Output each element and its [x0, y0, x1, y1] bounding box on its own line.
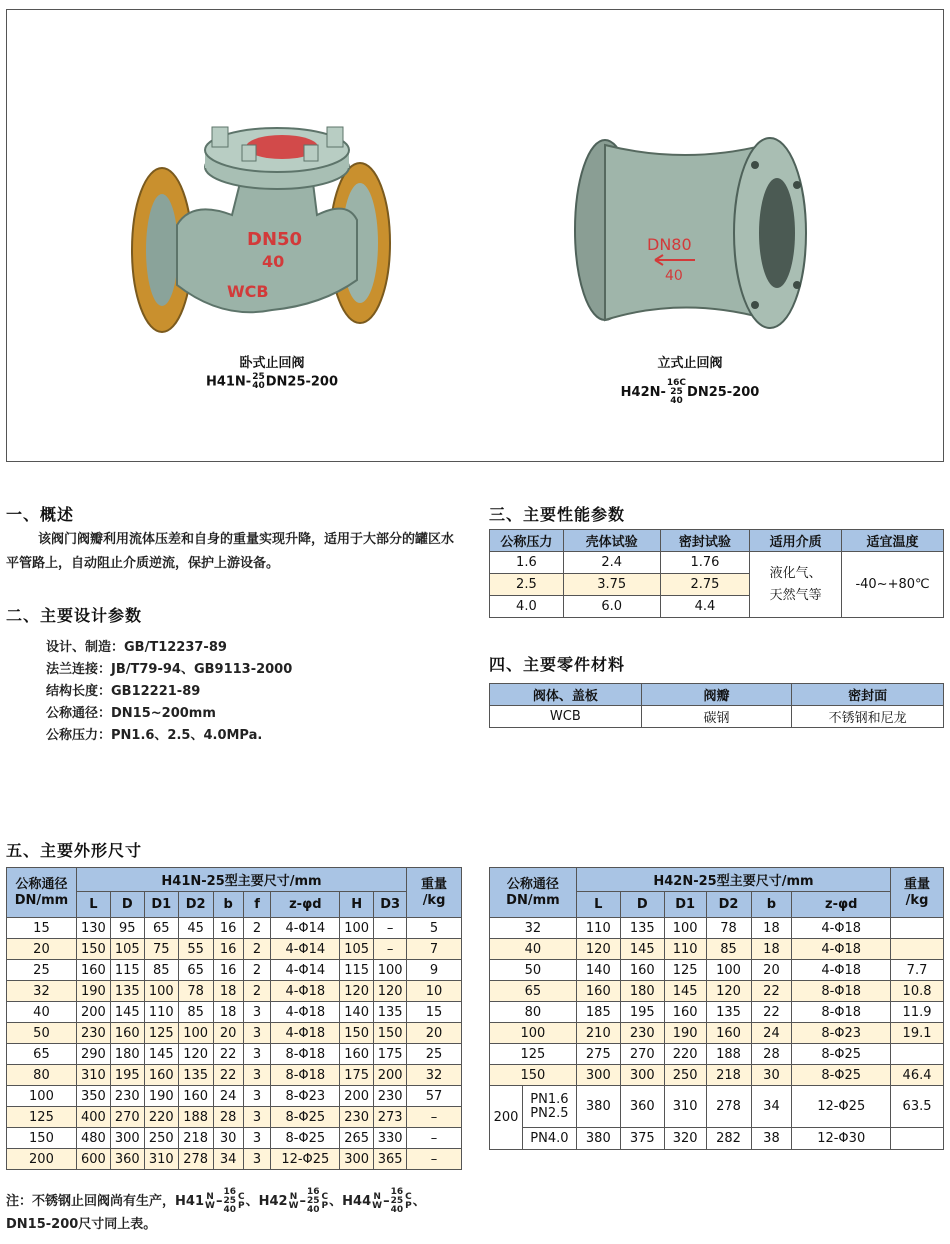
spec-pressure: 公称压力：PN1.6、2.5、4.0MPa. — [46, 728, 263, 743]
table-row: 100 350 230 190 160 24 3 8-Φ23 200 230 57 — [7, 1086, 462, 1107]
h41n-table-body — [7, 918, 462, 1170]
perf-header-temp: 适宜温度 — [842, 530, 944, 552]
performance-table — [489, 529, 944, 618]
table-row: 15 130 95 65 45 16 2 4-Φ14 100 – 5 — [7, 918, 462, 939]
horizontal-valve-mark-dn: DN50 — [247, 229, 303, 250]
material-header-disc: 阀瓣 — [641, 684, 792, 706]
h42n-group-header: H42N-25型主要尺寸/mm — [576, 868, 890, 892]
section-design-title: 二、主要设计参数 — [6, 606, 143, 625]
horizontal-valve-mark-pressure: 40 — [262, 252, 285, 271]
material-header-seal: 密封面 — [792, 684, 944, 706]
vertical-valve-mark-pressure: 40 — [665, 268, 683, 284]
h42n-dn-header: 公称通径 DN/mm — [490, 868, 577, 918]
table-row: 125 275 270 220 188 28 8-Φ25 — [490, 1044, 944, 1065]
h42n-table-body — [490, 918, 944, 1086]
table-row: 25 160 115 85 65 16 2 4-Φ14 115 100 9 — [7, 960, 462, 981]
table-row: 65 160 180 145 120 22 8-Φ18 10.8 — [490, 981, 944, 1002]
perf-header-shell: 壳体试验 — [563, 530, 660, 552]
perf-header-pressure: 公称压力 — [490, 530, 564, 552]
pressure-fraction: 16C 25 40 — [666, 378, 687, 406]
table-row: 80 310 195 160 135 22 3 8-Φ18 175 200 32 — [7, 1065, 462, 1086]
table-row: 2.5 3.75 2.75 — [490, 574, 944, 596]
table-row: 150 300 300 250 218 30 8-Φ25 46.4 — [490, 1065, 944, 1086]
footnote-line2: DN15-200尺寸同上表。 — [6, 1217, 157, 1232]
h42n-dimension-table: 公称通径 DN/mm H42N-25型主要尺寸/mm 重量 /kg L D D1 D2 b z-φd 32 110 135 100 78 18 4-Φ18 40 120 145 110 85 18 4-Φ18 50 140 160 125 100 20 4-Φ18 7.7 65 160 180 145 120 22 8-Φ18 10.8 80 185 195 160 135 22 8-Φ18 11.9 100 210 230 190 160 24 8-Φ23 19.1 125 275 270 220 188 28 8-Φ25 150 300 300 250 218 30 8-Φ25 46.4 200 PN1.6 PN2.5 380 360 310 278 34 12-Φ25 63.5 PN4.0 380 375 320 282 38 12-Φ30 — [489, 867, 944, 1150]
table-row: WCB 碳钢 不锈钢和尼龙 — [490, 706, 944, 728]
perf-header-medium: 适用介质 — [750, 530, 842, 552]
horizontal-valve-caption — [187, 355, 357, 392]
pn-group-b: PN4.0 — [522, 1128, 576, 1150]
table-row: 65 290 180 145 120 22 3 8-Φ18 160 175 25 — [7, 1044, 462, 1065]
horizontal-valve-name: 卧式止回阀 — [239, 356, 305, 371]
vertical-valve-mark-dn: DN80 — [647, 235, 692, 254]
table-row: 200 600 360 310 278 34 3 12-Φ25 300 365 – — [7, 1149, 462, 1170]
table-row: PN4.0 380 375 320 282 38 12-Φ30 — [490, 1128, 944, 1150]
horizontal-check-valve-image — [122, 105, 402, 350]
table-row: 32 110 135 100 78 18 4-Φ18 — [490, 918, 944, 939]
vertical-valve-caption — [605, 355, 775, 406]
horizontal-valve-model: H41N- 25 40 DN25-200 — [205, 372, 339, 391]
vertical-valve-name: 立式止回阀 — [657, 356, 723, 371]
pn-group-a: PN1.6 PN2.5 — [522, 1086, 576, 1128]
horizontal-valve-mark-material: WCB — [227, 282, 269, 301]
materials-table — [489, 683, 944, 728]
footnote: 注：不锈钢止回阀尚有生产，H41 N W – 16 25 40 C P 、H42 N W – 16 25 40 C P 、H44 N W – 16 25 40 C P 、 DN15-200尺寸同上表。 — [6, 1188, 426, 1235]
spec-length: 结构长度：GB12221-89 — [46, 684, 201, 699]
table-row: 100 210 230 190 160 24 8-Φ23 19.1 — [490, 1023, 944, 1044]
spec-diameter: 公称通径：DN15~200mm — [46, 706, 216, 721]
perf-header-seal: 密封试验 — [660, 530, 750, 552]
table-row: 20 150 105 75 55 16 2 4-Φ14 105 – 7 — [7, 939, 462, 960]
perf-medium-cell: 液化气、 天然气等 — [750, 552, 842, 618]
table-row: 4.0 6.0 4.4 — [490, 596, 944, 618]
table-row: 150 480 300 250 218 30 3 8-Φ25 265 330 – — [7, 1128, 462, 1149]
h41n-dimension-table: 公称通径 DN/mm H41N-25型主要尺寸/mm 重量 /kg L D D1 D2 b f z-φd H D3 15 130 95 65 45 16 2 4-Φ14 100 – 5 20 150 105 75 55 16 2 4-Φ14 105 – 7 25 160 115 85 65 16 2 4-Φ14 115 100 9 32 190 135 100 78 18 2 4-Φ18 120 120 10 40 200 145 110 85 18 3 4-Φ18 140 135 15 50 230 160 125 100 20 3 4-Φ18 150 150 20 65 290 180 145 120 22 3 8-Φ18 160 175 25 80 310 195 160 135 22 3 8-Φ18 175 200 32 100 350 230 190 160 24 3 8-Φ23 200 230 57 125 400 270 220 188 28 3 8-Φ25 230 273 – 150 480 300 250 218 30 3 8-Φ25 265 330 – 200 600 360 310 278 34 3 12-Φ25 300 365 – — [6, 867, 462, 1170]
table-row: 40 200 145 110 85 18 3 4-Φ18 140 135 15 — [7, 1002, 462, 1023]
section-overview-text: 该阀门阀瓣利用流体压差和自身的重量实现升降，适用于大部分的罐区水平管路上，自动阻止介质逆流，保护上游设备。 — [6, 532, 455, 571]
spec-flange: 法兰连接：JB/T79-94、GB9113-2000 — [46, 662, 293, 677]
section-dimensions-title: 五、主要外形尺寸 — [6, 841, 143, 860]
pressure-fraction: 25 40 — [252, 372, 265, 391]
table-row: 125 400 270 220 188 28 3 8-Φ25 230 273 – — [7, 1107, 462, 1128]
material-header-body: 阀体、盖板 — [490, 684, 642, 706]
dn200-cell: 200 — [490, 1086, 523, 1150]
vertical-valve-model: H42N- 16C 25 40 DN25-200 — [620, 378, 760, 406]
section-materials-title: 四、主要零件材料 — [489, 655, 626, 674]
table-row: 40 120 145 110 85 18 4-Φ18 — [490, 939, 944, 960]
vertical-check-valve-image — [565, 125, 815, 345]
section-overview-title: 一、概述 — [6, 505, 75, 524]
h41n-dn-header: 公称通径 DN/mm — [7, 868, 77, 918]
section-performance-title: 三、主要性能参数 — [489, 505, 626, 524]
table-row: 200 PN1.6 PN2.5 380 360 310 278 34 12-Φ25 63.5 — [490, 1086, 944, 1128]
h41n-weight-header: 重量 /kg — [407, 868, 462, 918]
product-photo-panel — [6, 9, 944, 462]
table-row: 80 185 195 160 135 22 8-Φ18 11.9 — [490, 1002, 944, 1023]
table-row: 32 190 135 100 78 18 2 4-Φ18 120 120 10 — [7, 981, 462, 1002]
table-row: 1.6 2.4 1.76 液化气、 天然气等 -40~+80℃ — [490, 552, 944, 574]
h42n-weight-header: 重量 /kg — [891, 868, 944, 918]
perf-temperature-cell: -40~+80℃ — [842, 552, 944, 618]
table-row: 50 140 160 125 100 20 4-Φ18 7.7 — [490, 960, 944, 981]
spec-standard: 设计、制造：GB/T12237-89 — [46, 640, 227, 655]
table-row: 50 230 160 125 100 20 3 4-Φ18 150 150 20 — [7, 1023, 462, 1044]
h41n-group-header: H41N-25型主要尺寸/mm — [76, 868, 406, 892]
